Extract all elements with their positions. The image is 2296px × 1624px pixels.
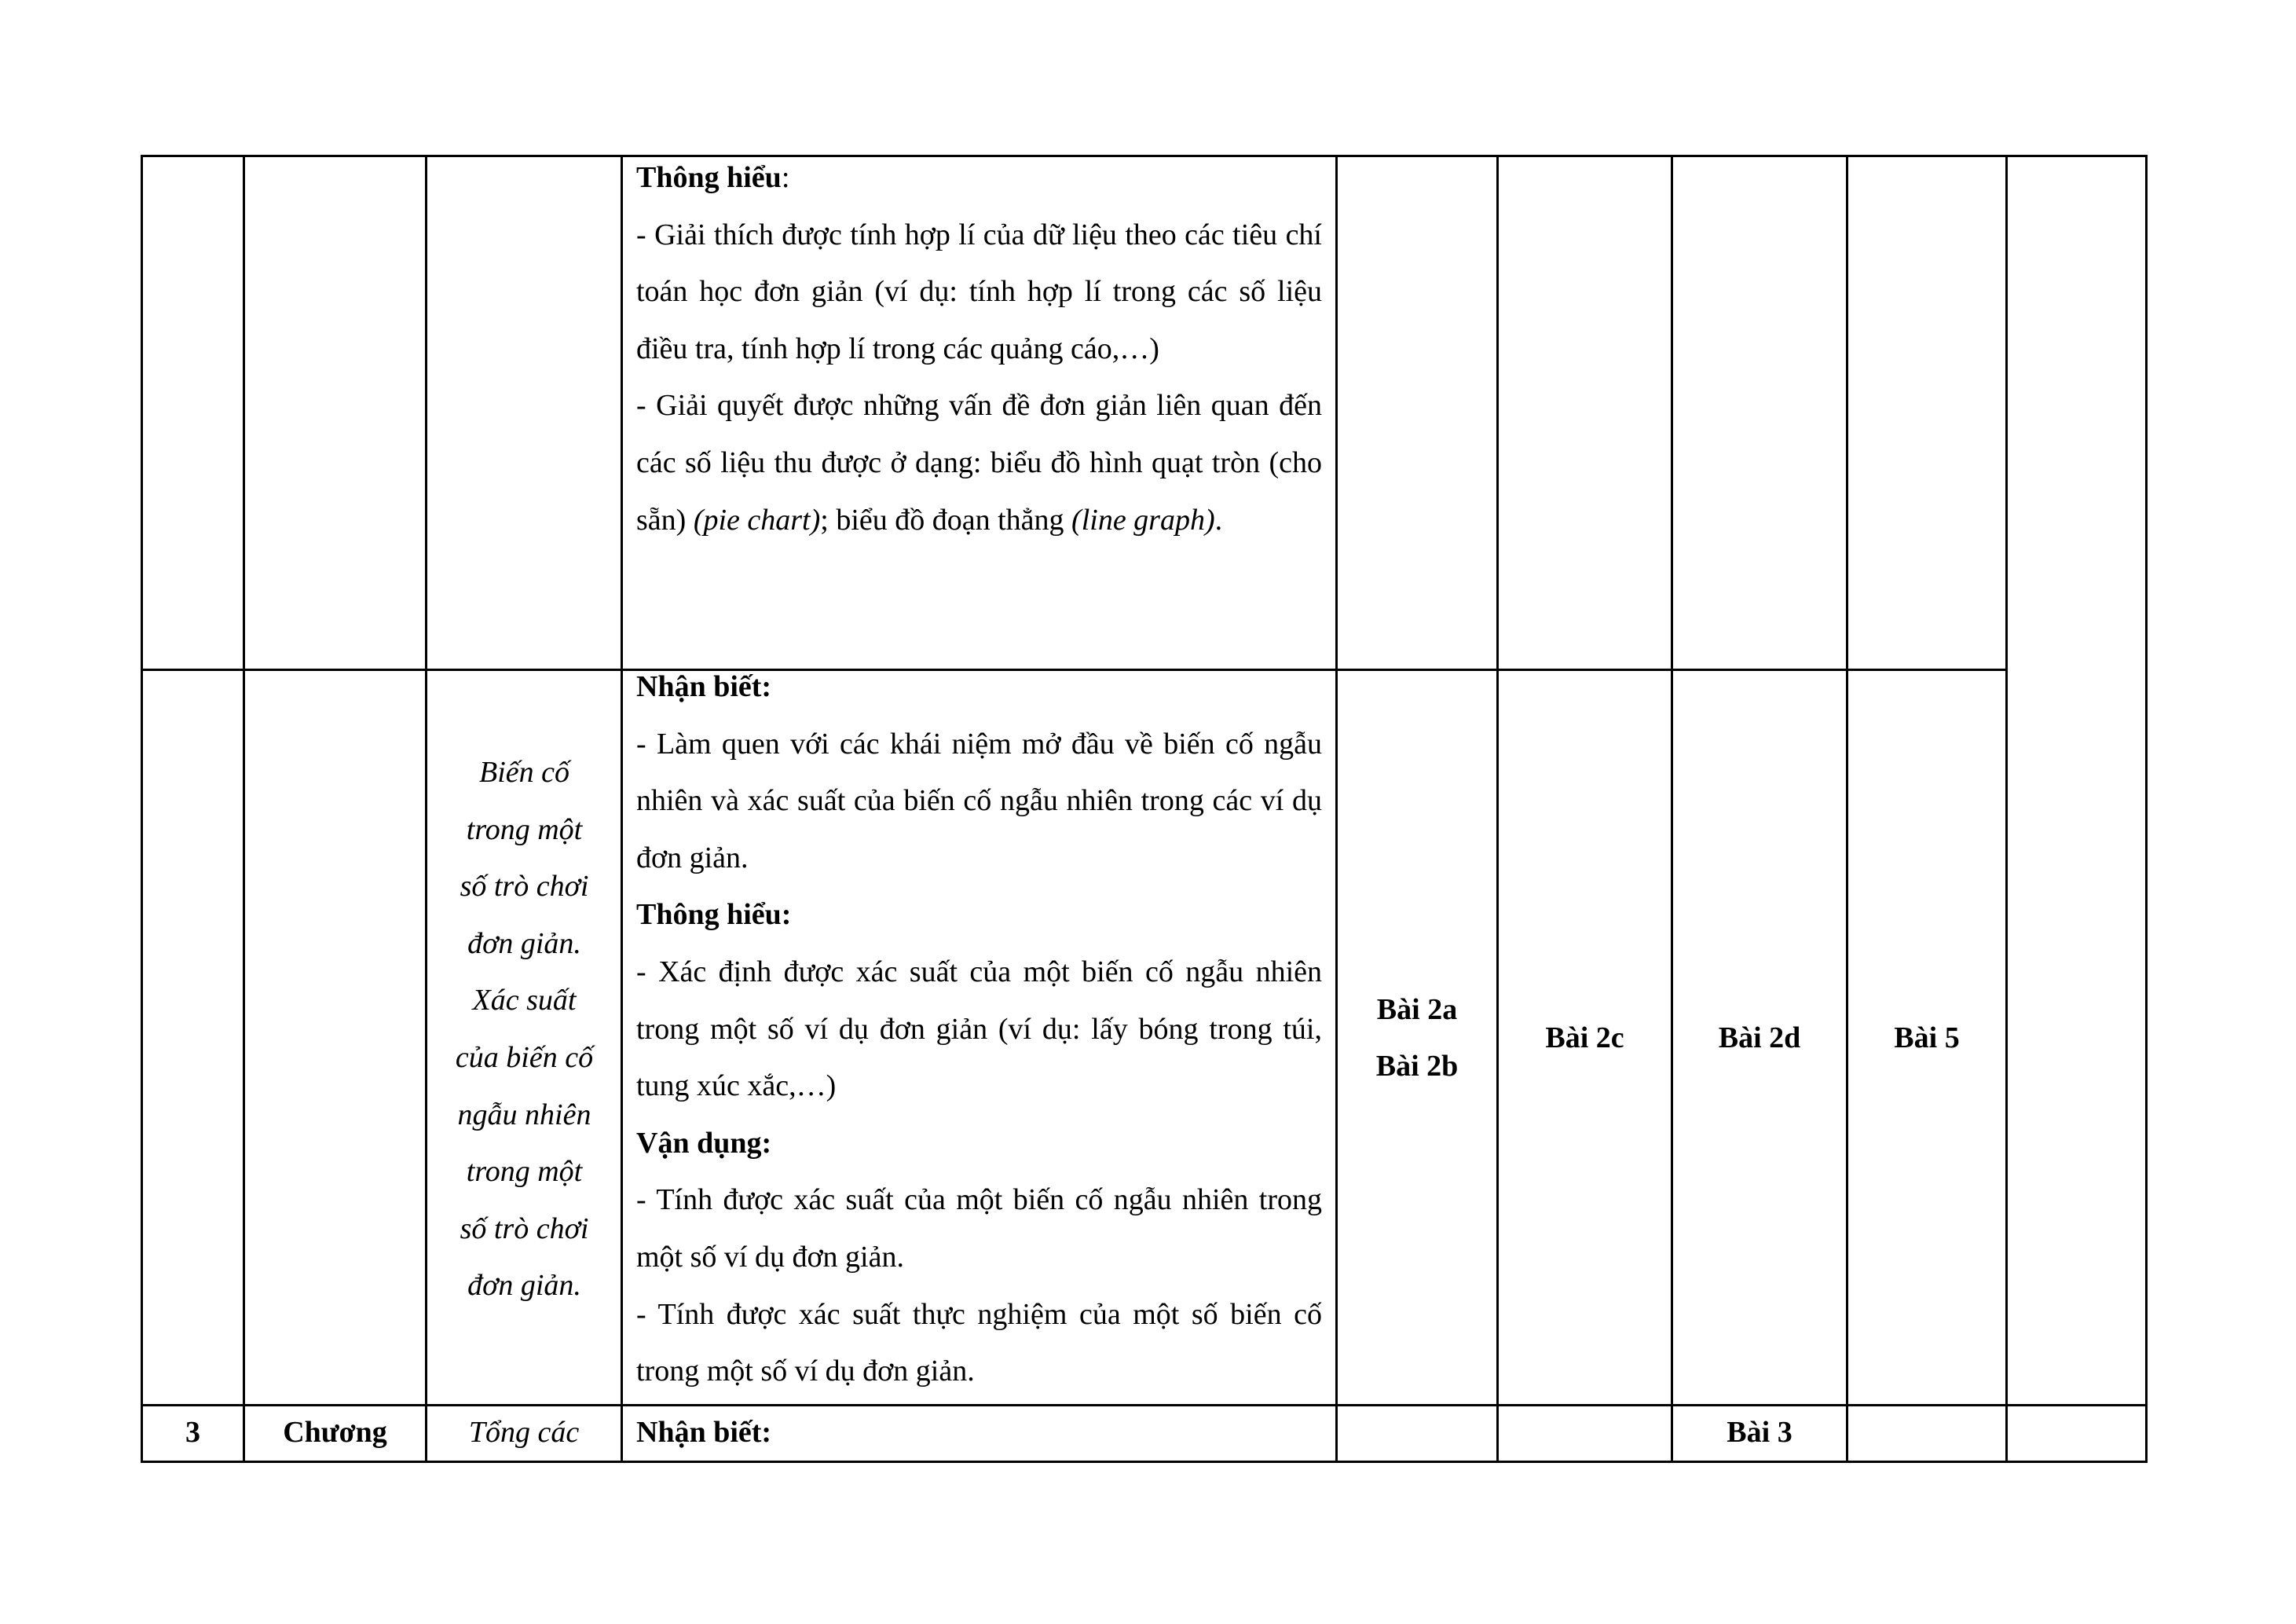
line-graph-term: (line graph) bbox=[1071, 503, 1215, 537]
comprehension-heading bbox=[636, 149, 1322, 207]
row-3-lesson: Tổng các bbox=[468, 1416, 580, 1449]
column-divider bbox=[2005, 155, 2008, 1463]
column-divider bbox=[243, 155, 245, 1463]
content-cell-probability bbox=[636, 658, 1322, 1400]
lesson-line: số trò chơi bbox=[460, 870, 589, 904]
table-left-border bbox=[141, 155, 143, 1463]
row-3-question-application: Bài 3 bbox=[1727, 1416, 1792, 1449]
question-label: Bài 5 bbox=[1894, 1021, 1960, 1054]
lesson-line: đơn giản. bbox=[467, 1269, 581, 1303]
item2-period: . bbox=[1214, 503, 1223, 537]
lesson-line: của biến cố bbox=[455, 1040, 594, 1074]
question-cell-application bbox=[1673, 671, 1846, 1404]
lesson-line: Biến cố bbox=[478, 756, 569, 789]
pie-chart-term: (pie chart) bbox=[693, 503, 821, 537]
row-3-number: 3 bbox=[185, 1416, 200, 1449]
recognition-item: - Làm quen với các khái niệm mở đầu về biến cố ngẫu nhiên và xác suất của biến cố ngẫu nhiên trong các ví dụ đơn giản. bbox=[636, 727, 1322, 874]
lesson-line: số trò chơi bbox=[460, 1212, 589, 1245]
comprehension-item-1: - Giải thích được tính hợp lí của dữ liệu theo các tiêu chí toán học đơn giản (ví dụ: tính hợp lí trong các số liệu điều tra, tính hợp lí trong các quảng cáo,…) bbox=[636, 218, 1322, 365]
lesson-line: ngẫu nhiên bbox=[457, 1098, 591, 1131]
question-cell-recognition bbox=[1338, 671, 1496, 1404]
item2-text-mid: ; biểu đồ đoạn thẳng bbox=[820, 503, 1072, 537]
column-divider bbox=[425, 155, 427, 1463]
question-cell-comprehension bbox=[1499, 671, 1671, 1404]
column-divider bbox=[621, 155, 623, 1463]
lesson-line: trong một bbox=[466, 1155, 583, 1189]
application-item-1: - Tính được xác suất của một biến cố ngẫu nhiên trong một số ví dụ đơn giản. bbox=[636, 1183, 1322, 1274]
recognition-heading: Nhận biết: bbox=[636, 670, 772, 703]
content-cell-data-comprehension bbox=[636, 149, 1322, 548]
question-label: Bài 2d bbox=[1718, 1021, 1801, 1054]
row-3-chapter: Chương bbox=[283, 1416, 387, 1449]
question-label: Bài 2b bbox=[1375, 1049, 1459, 1083]
comprehension-heading-text: Thông hiểu bbox=[636, 161, 782, 194]
lesson-line: trong một bbox=[466, 812, 583, 846]
question-cell-high-application bbox=[1848, 671, 2005, 1404]
question-label: Bài 2a bbox=[1376, 992, 1458, 1026]
comprehension-item: - Xác định được xác suất của một biến cố ngẫu nhiên trong một số ví dụ đơn giản (ví dụ: lấy bóng trong túi, tung xúc xắc,…) bbox=[636, 955, 1322, 1103]
item2-text: - Giải quyết được những vấn đề đơn giản liên quan đến các số liệu thu được ở dạng: biểu đồ hình quạt tròn (cho sẵn) bbox=[636, 389, 1322, 537]
table-right-border bbox=[2145, 155, 2148, 1463]
lesson-line: Xác suất bbox=[472, 984, 577, 1017]
row-3-content: Nhận biết: bbox=[636, 1416, 772, 1449]
comprehension-item-2 bbox=[636, 377, 1322, 548]
heading-colon: : bbox=[781, 161, 790, 194]
lesson-name-probability bbox=[428, 744, 621, 1314]
application-item-2: - Tính được xác suất thực nghiệm của một số biến cố trong một số ví dụ đơn giản. bbox=[636, 1297, 1322, 1388]
comprehension-heading: Thông hiểu: bbox=[636, 898, 792, 932]
application-heading: Vận dụng: bbox=[636, 1126, 772, 1160]
question-label: Bài 2c bbox=[1545, 1021, 1624, 1054]
lesson-line: đơn giản. bbox=[467, 926, 581, 960]
